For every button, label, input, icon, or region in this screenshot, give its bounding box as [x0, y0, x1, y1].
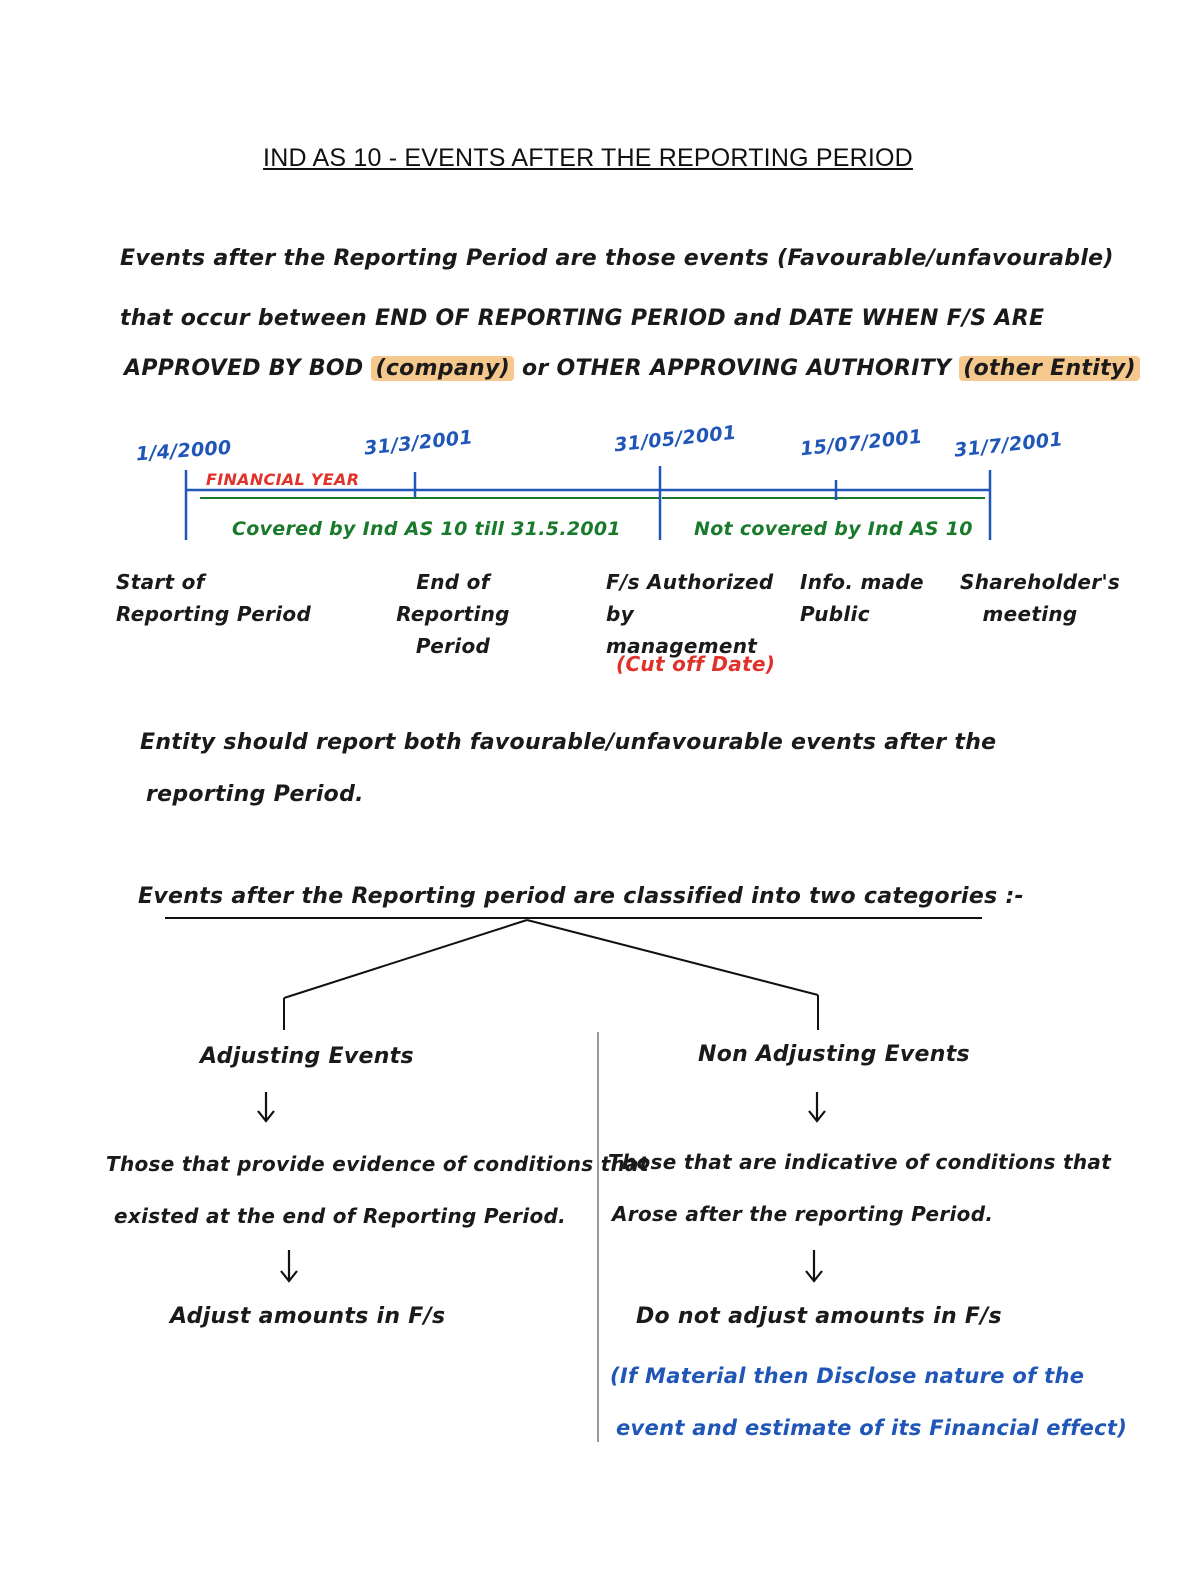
other-entity-highlight: (other Entity) — [959, 356, 1140, 381]
date-start: 1/4/2000 — [135, 436, 233, 466]
adjusting-action: Adjust amounts in F/s — [170, 1304, 446, 1329]
branch-right — [527, 920, 818, 995]
adjusting-desc-1: Those that provide evidence of conditions that — [106, 1152, 649, 1176]
classification-heading: Events after the Reporting period are classified into two categories :- — [138, 884, 1024, 909]
label-start-reporting: Start of Reporting Period — [116, 570, 312, 626]
non-adjusting-action: Do not adjust amounts in F/s — [636, 1304, 1002, 1329]
non-adjusting-title: Non Adjusting Events — [698, 1042, 970, 1067]
definition-line-1: Events after the Reporting Period are those events (Favourable/unfavourable) — [120, 246, 1114, 271]
page-title: IND AS 10 - EVENTS AFTER THE REPORTING PERIOD — [263, 144, 913, 172]
non-adjusting-desc-2: Arose after the reporting Period. — [612, 1202, 994, 1226]
label-info-public: Info. made Public — [800, 570, 924, 626]
definition-approved-bod: APPROVED BY BOD — [124, 356, 364, 381]
label-cutoff-date: (Cut off Date) — [616, 652, 776, 676]
company-highlight: (company) — [371, 356, 514, 381]
arrow-icon — [806, 1250, 822, 1281]
definition-other-authority: or OTHER APPROVING AUTHORITY — [521, 356, 952, 381]
arrow-icon — [809, 1092, 825, 1121]
non-adjusting-desc-1: Those that are indicative of conditions that — [608, 1150, 1112, 1174]
note-line-2: reporting Period. — [146, 782, 364, 807]
definition-line-2: that occur between END OF REPORTING PERIOD and DATE WHEN F/S ARE — [120, 306, 1045, 331]
financial-year-label: FINANCIAL YEAR — [206, 470, 360, 489]
arrow-icon — [258, 1092, 274, 1121]
note-line-1: Entity should report both favourable/unfavourable events after the — [140, 730, 997, 755]
date-authorized: 31/05/2001 — [613, 421, 738, 457]
adjusting-title: Adjusting Events — [200, 1044, 414, 1069]
date-meeting: 31/7/2001 — [953, 428, 1064, 462]
branch-left — [284, 920, 527, 998]
non-adjusting-disclose-2: event and estimate of its Financial effect) — [616, 1416, 1128, 1440]
non-adjusting-disclose-1: (If Material then Disclose nature of the — [610, 1364, 1085, 1388]
covered-label: Covered by Ind AS 10 till 31.5.2001 — [232, 518, 621, 540]
date-end-reporting: 31/3/2001 — [363, 426, 474, 460]
not-covered-label: Not covered by Ind AS 10 — [694, 518, 973, 540]
label-authorized: F/s Authorized by management — [606, 570, 774, 658]
label-shareholders-meeting: Shareholder's meeting — [960, 570, 1121, 626]
date-public: 15/07/2001 — [799, 425, 924, 461]
label-end-reporting: End of Reporting Period — [396, 570, 510, 658]
adjusting-desc-2: existed at the end of Reporting Period. — [114, 1204, 567, 1228]
arrow-icon — [281, 1250, 297, 1281]
